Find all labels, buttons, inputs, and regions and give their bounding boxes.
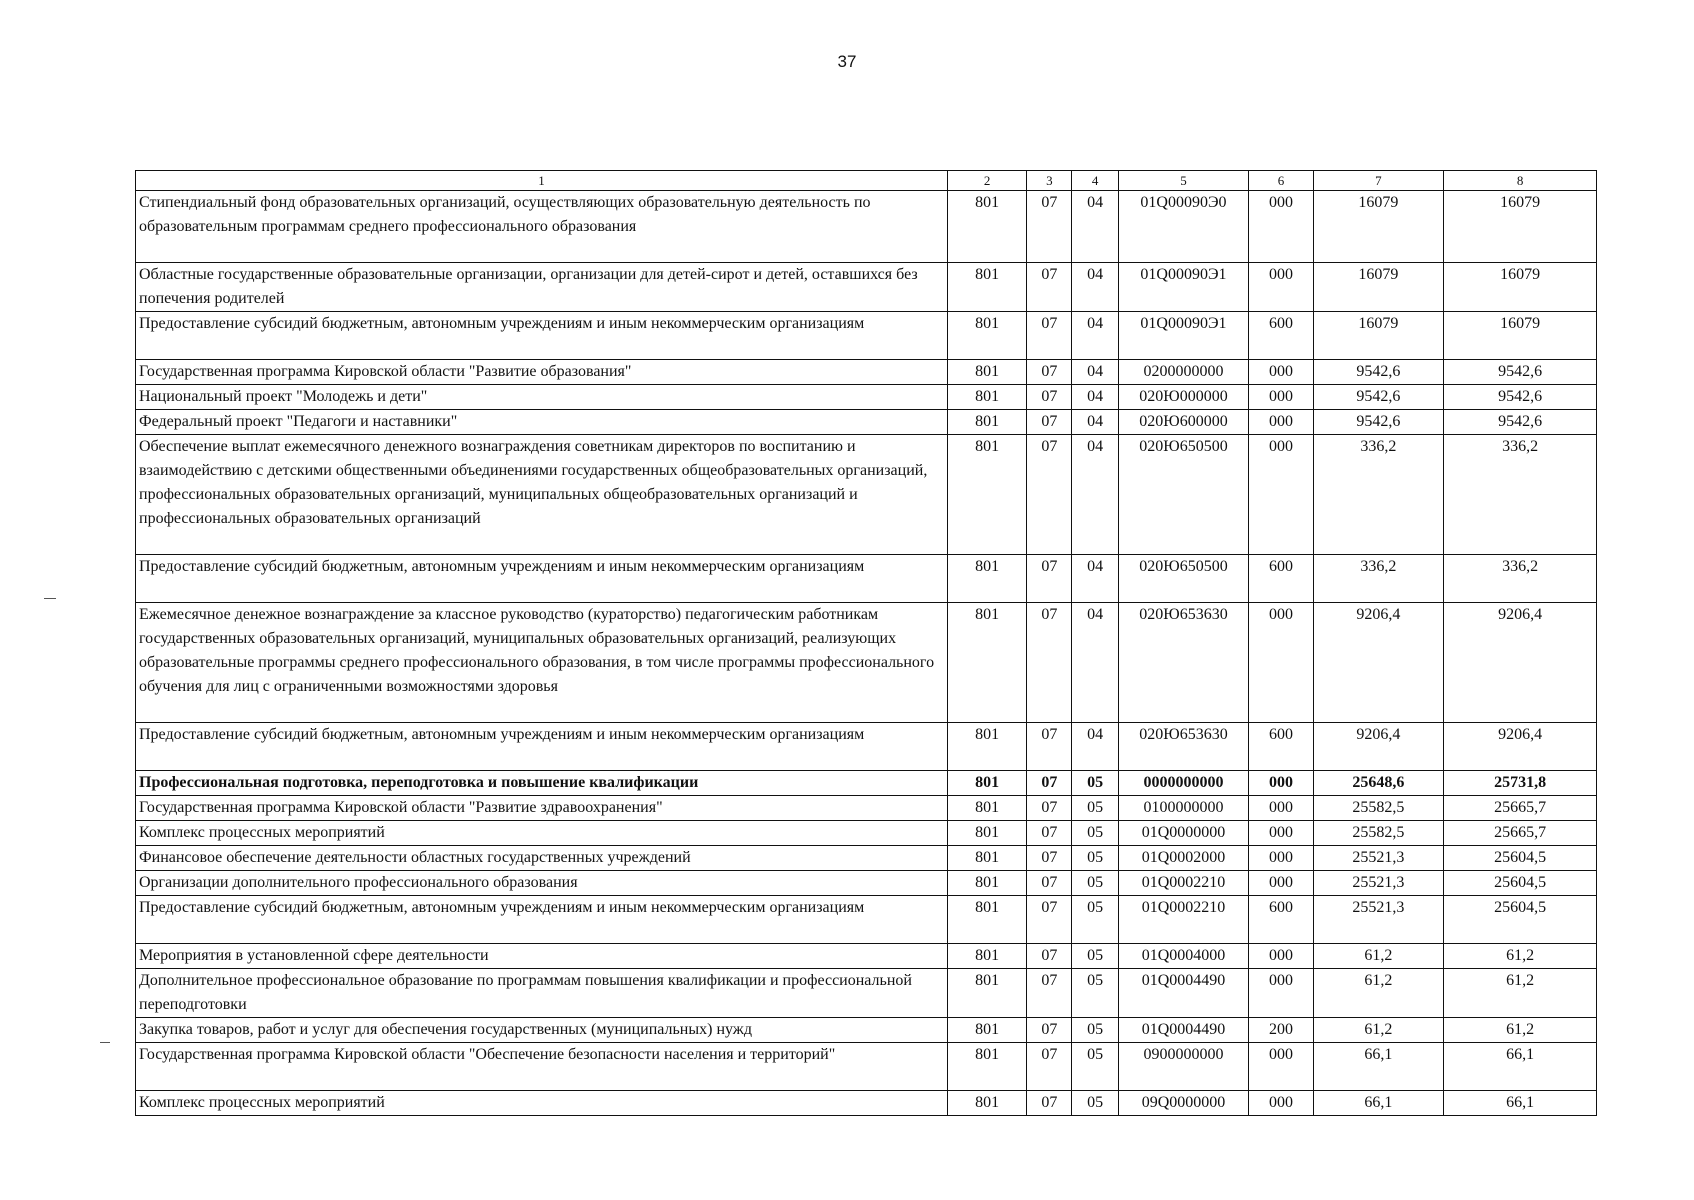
table-row	[136, 312, 1597, 360]
amount-year-2: 16079	[1444, 312, 1597, 360]
code-target: 01Q00090Э1	[1118, 263, 1249, 312]
column-number-row	[136, 171, 1597, 191]
code-expense-type: 600	[1249, 723, 1313, 771]
amount-year-1: 66,1	[1313, 1091, 1444, 1116]
amount-year-2: 9542,6	[1444, 410, 1597, 435]
code-target: 0200000000	[1118, 360, 1249, 385]
table-row	[136, 771, 1597, 796]
code-admin: 801	[947, 846, 1026, 871]
code-section: 07	[1027, 555, 1072, 603]
row-name: Предоставление субсидий бюджетным, автономным учреждениям и иным некоммерческим организациям	[136, 555, 948, 603]
code-subsection: 05	[1072, 771, 1118, 796]
page-number: 37	[837, 52, 857, 71]
column-header: 1	[136, 171, 948, 191]
code-section: 07	[1027, 1018, 1072, 1043]
column-header: 7	[1313, 171, 1444, 191]
code-target: 01Q0004490	[1118, 1018, 1249, 1043]
code-target: 020Ю600000	[1118, 410, 1249, 435]
code-target: 01Q00090Э1	[1118, 312, 1249, 360]
amount-year-1: 25648,6	[1313, 771, 1444, 796]
amount-year-1: 16079	[1313, 191, 1444, 263]
table-row	[136, 263, 1597, 312]
row-name: Профессиональная подготовка, переподготовка и повышение квалификации	[136, 771, 948, 796]
code-section: 07	[1027, 846, 1072, 871]
amount-year-2: 9542,6	[1444, 360, 1597, 385]
amount-year-1: 61,2	[1313, 1018, 1444, 1043]
code-target: 01Q00090Э0	[1118, 191, 1249, 263]
table-row	[136, 821, 1597, 846]
table-row	[136, 435, 1597, 555]
amount-year-1: 16079	[1313, 263, 1444, 312]
code-target: 020Ю650500	[1118, 435, 1249, 555]
table-row	[136, 360, 1597, 385]
amount-year-1: 25582,5	[1313, 796, 1444, 821]
code-admin: 801	[947, 385, 1026, 410]
code-subsection: 04	[1072, 263, 1118, 312]
code-subsection: 04	[1072, 435, 1118, 555]
amount-year-1: 25521,3	[1313, 896, 1444, 944]
code-admin: 801	[947, 723, 1026, 771]
code-expense-type: 000	[1249, 969, 1313, 1018]
column-header: 4	[1072, 171, 1118, 191]
code-expense-type: 000	[1249, 435, 1313, 555]
code-admin: 801	[947, 1043, 1026, 1091]
amount-year-1: 25582,5	[1313, 821, 1444, 846]
amount-year-1: 61,2	[1313, 944, 1444, 969]
table-row	[136, 410, 1597, 435]
code-admin: 801	[947, 796, 1026, 821]
code-section: 07	[1027, 821, 1072, 846]
code-subsection: 05	[1072, 846, 1118, 871]
code-subsection: 05	[1072, 821, 1118, 846]
code-target: 020Ю000000	[1118, 385, 1249, 410]
code-target: 0000000000	[1118, 771, 1249, 796]
code-target: 01Q0002210	[1118, 871, 1249, 896]
code-subsection: 05	[1072, 1091, 1118, 1116]
table-row	[136, 969, 1597, 1018]
code-target: 020Ю653630	[1118, 603, 1249, 723]
code-section: 07	[1027, 263, 1072, 312]
row-name: Финансовое обеспечение деятельности областных государственных учреждений	[136, 846, 948, 871]
code-section: 07	[1027, 771, 1072, 796]
amount-year-1: 336,2	[1313, 555, 1444, 603]
amount-year-1: 66,1	[1313, 1043, 1444, 1091]
amount-year-2: 16079	[1444, 263, 1597, 312]
amount-year-1: 25521,3	[1313, 846, 1444, 871]
code-section: 07	[1027, 1091, 1072, 1116]
row-name: Закупка товаров, работ и услуг для обеспечения государственных (муниципальных) нужд	[136, 1018, 948, 1043]
row-name: Дополнительное профессиональное образование по программам повышения квалификации и профессиональной переподготовки	[136, 969, 948, 1018]
table-row	[136, 896, 1597, 944]
code-expense-type: 600	[1249, 896, 1313, 944]
code-admin: 801	[947, 969, 1026, 1018]
code-admin: 801	[947, 410, 1026, 435]
code-admin: 801	[947, 360, 1026, 385]
code-expense-type: 000	[1249, 821, 1313, 846]
row-name: Государственная программа Кировской области "Развитие здравоохранения"	[136, 796, 948, 821]
code-expense-type: 600	[1249, 312, 1313, 360]
code-admin: 801	[947, 771, 1026, 796]
code-expense-type: 000	[1249, 263, 1313, 312]
amount-year-1: 336,2	[1313, 435, 1444, 555]
code-subsection: 05	[1072, 1018, 1118, 1043]
code-admin: 801	[947, 312, 1026, 360]
row-name: Мероприятия в установленной сфере деятельности	[136, 944, 948, 969]
code-target: 01Q0002210	[1118, 896, 1249, 944]
code-section: 07	[1027, 723, 1072, 771]
amount-year-1: 9542,6	[1313, 385, 1444, 410]
code-subsection: 05	[1072, 969, 1118, 1018]
code-expense-type: 000	[1249, 603, 1313, 723]
code-admin: 801	[947, 821, 1026, 846]
code-section: 07	[1027, 603, 1072, 723]
table-row	[136, 1043, 1597, 1091]
code-target: 01Q0000000	[1118, 821, 1249, 846]
code-subsection: 05	[1072, 871, 1118, 896]
table-row	[136, 1091, 1597, 1116]
table-row	[136, 385, 1597, 410]
code-admin: 801	[947, 871, 1026, 896]
row-name: Предоставление субсидий бюджетным, автономным учреждениям и иным некоммерческим организациям	[136, 896, 948, 944]
code-subsection: 04	[1072, 603, 1118, 723]
code-expense-type: 000	[1249, 796, 1313, 821]
code-expense-type: 600	[1249, 555, 1313, 603]
row-name: Государственная программа Кировской области "Обеспечение безопасности населения и территорий"	[136, 1043, 948, 1091]
row-name: Ежемесячное денежное вознаграждение за классное руководство (кураторство) педагогическим работникам государственных образовательных организаций, муниципальных образовательных организаций, реализующих образовательные программы среднего профессионального образования, в том числе программы профессионального обучения для лиц с ограниченными возможностями здоровья	[136, 603, 948, 723]
amount-year-2: 61,2	[1444, 1018, 1597, 1043]
table-row	[136, 723, 1597, 771]
amount-year-1: 9542,6	[1313, 360, 1444, 385]
row-name: Федеральный проект "Педагоги и наставники"	[136, 410, 948, 435]
code-admin: 801	[947, 435, 1026, 555]
code-subsection: 04	[1072, 360, 1118, 385]
code-subsection: 05	[1072, 796, 1118, 821]
code-expense-type: 000	[1249, 871, 1313, 896]
code-subsection: 04	[1072, 410, 1118, 435]
margin-mark	[44, 598, 56, 599]
column-header: 5	[1118, 171, 1249, 191]
code-section: 07	[1027, 796, 1072, 821]
column-header: 3	[1027, 171, 1072, 191]
code-subsection: 04	[1072, 191, 1118, 263]
code-expense-type: 000	[1249, 385, 1313, 410]
table-row	[136, 1018, 1597, 1043]
amount-year-2: 61,2	[1444, 944, 1597, 969]
amount-year-2: 25665,7	[1444, 796, 1597, 821]
amount-year-1: 16079	[1313, 312, 1444, 360]
code-section: 07	[1027, 871, 1072, 896]
code-target: 0100000000	[1118, 796, 1249, 821]
amount-year-2: 61,2	[1444, 969, 1597, 1018]
code-subsection: 04	[1072, 385, 1118, 410]
row-name: Национальный проект "Молодежь и дети"	[136, 385, 948, 410]
code-admin: 801	[947, 1091, 1026, 1116]
code-target: 01Q0004000	[1118, 944, 1249, 969]
code-target: 01Q0004490	[1118, 969, 1249, 1018]
code-admin: 801	[947, 263, 1026, 312]
amount-year-2: 336,2	[1444, 555, 1597, 603]
code-admin: 801	[947, 603, 1026, 723]
amount-year-1: 9206,4	[1313, 603, 1444, 723]
code-target: 0900000000	[1118, 1043, 1249, 1091]
code-section: 07	[1027, 944, 1072, 969]
amount-year-2: 25604,5	[1444, 896, 1597, 944]
amount-year-2: 16079	[1444, 191, 1597, 263]
amount-year-2: 25604,5	[1444, 871, 1597, 896]
column-header: 2	[947, 171, 1026, 191]
amount-year-2: 9206,4	[1444, 603, 1597, 723]
amount-year-2: 25665,7	[1444, 821, 1597, 846]
code-subsection: 04	[1072, 555, 1118, 603]
table-body	[136, 191, 1597, 1116]
code-section: 07	[1027, 312, 1072, 360]
amount-year-2: 25731,8	[1444, 771, 1597, 796]
code-section: 07	[1027, 191, 1072, 263]
code-section: 07	[1027, 1043, 1072, 1091]
column-header: 6	[1249, 171, 1313, 191]
code-subsection: 04	[1072, 312, 1118, 360]
code-admin: 801	[947, 1018, 1026, 1043]
row-name: Обеспечение выплат ежемесячного денежного вознаграждения советникам директоров по воспитанию и взаимодействию с детскими общественными объединениями государственных общеобразовательных организаций, профессиональных образовательных организаций, муниципальных общеобразовательных организаций и профессиональных образовательных организаций	[136, 435, 948, 555]
table-row	[136, 555, 1597, 603]
code-target: 01Q0002000	[1118, 846, 1249, 871]
code-expense-type: 000	[1249, 1043, 1313, 1091]
code-target: 09Q0000000	[1118, 1091, 1249, 1116]
code-section: 07	[1027, 435, 1072, 555]
code-expense-type: 000	[1249, 944, 1313, 969]
code-subsection: 05	[1072, 944, 1118, 969]
amount-year-1: 61,2	[1313, 969, 1444, 1018]
amount-year-2: 336,2	[1444, 435, 1597, 555]
code-expense-type: 000	[1249, 846, 1313, 871]
margin-mark	[100, 1042, 110, 1043]
code-expense-type: 000	[1249, 771, 1313, 796]
code-section: 07	[1027, 896, 1072, 944]
code-expense-type: 200	[1249, 1018, 1313, 1043]
table-row	[136, 796, 1597, 821]
code-section: 07	[1027, 385, 1072, 410]
amount-year-1: 25521,3	[1313, 871, 1444, 896]
table-row	[136, 191, 1597, 263]
column-header: 8	[1444, 171, 1597, 191]
table-row	[136, 944, 1597, 969]
code-admin: 801	[947, 896, 1026, 944]
amount-year-2: 9206,4	[1444, 723, 1597, 771]
amount-year-2: 9542,6	[1444, 385, 1597, 410]
code-section: 07	[1027, 410, 1072, 435]
row-name: Организации дополнительного профессионального образования	[136, 871, 948, 896]
code-subsection: 05	[1072, 896, 1118, 944]
amount-year-2: 66,1	[1444, 1091, 1597, 1116]
code-section: 07	[1027, 360, 1072, 385]
code-target: 020Ю653630	[1118, 723, 1249, 771]
row-name: Областные государственные образовательные организации, организации для детей-сирот и детей, оставшихся без попечения родителей	[136, 263, 948, 312]
amount-year-1: 9206,4	[1313, 723, 1444, 771]
code-expense-type: 000	[1249, 1091, 1313, 1116]
amount-year-2: 66,1	[1444, 1043, 1597, 1091]
table-row	[136, 846, 1597, 871]
code-subsection: 04	[1072, 723, 1118, 771]
code-target: 020Ю650500	[1118, 555, 1249, 603]
table-row	[136, 871, 1597, 896]
budget-table	[135, 170, 1597, 1116]
code-admin: 801	[947, 944, 1026, 969]
row-name: Комплекс процессных мероприятий	[136, 1091, 948, 1116]
code-subsection: 05	[1072, 1043, 1118, 1091]
code-section: 07	[1027, 969, 1072, 1018]
row-name: Государственная программа Кировской области "Развитие образования"	[136, 360, 948, 385]
row-name: Предоставление субсидий бюджетным, автономным учреждениям и иным некоммерческим организациям	[136, 312, 948, 360]
amount-year-2: 25604,5	[1444, 846, 1597, 871]
code-expense-type: 000	[1249, 360, 1313, 385]
code-expense-type: 000	[1249, 410, 1313, 435]
code-admin: 801	[947, 191, 1026, 263]
row-name: Предоставление субсидий бюджетным, автономным учреждениям и иным некоммерческим организациям	[136, 723, 948, 771]
amount-year-1: 9542,6	[1313, 410, 1444, 435]
row-name: Комплекс процессных мероприятий	[136, 821, 948, 846]
row-name: Стипендиальный фонд образовательных организаций, осуществляющих образовательную деятельность по образовательным программам среднего профессионального образования	[136, 191, 948, 263]
table-row	[136, 603, 1597, 723]
code-admin: 801	[947, 555, 1026, 603]
code-expense-type: 000	[1249, 191, 1313, 263]
